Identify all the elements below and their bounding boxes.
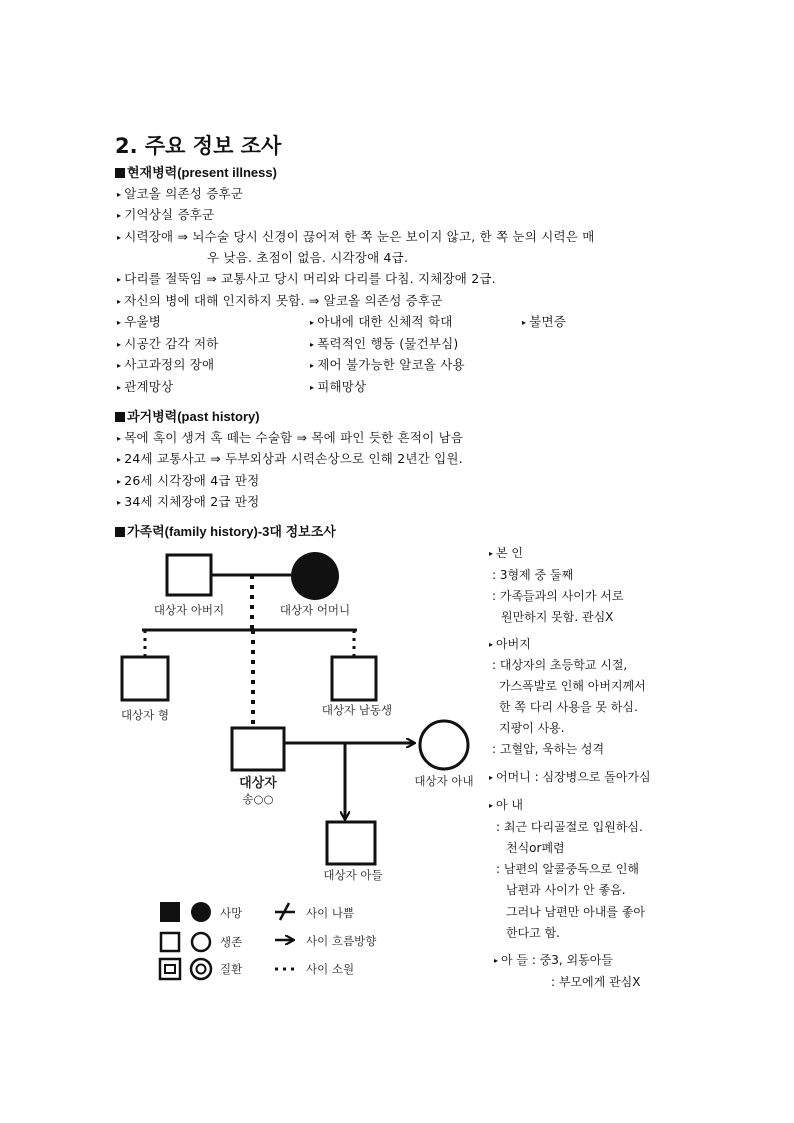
younger-brother-label: 대상자 남동생 bbox=[321, 703, 393, 717]
note-line: ▸ 본 인 bbox=[489, 546, 524, 560]
square-bullet-icon bbox=[115, 527, 125, 537]
note-line: 남편과 사이가 안 좋음. bbox=[506, 883, 626, 897]
brother-node bbox=[122, 657, 168, 700]
past-item: ▸ 26세 시각장애 4급 판정 bbox=[117, 473, 260, 488]
subject-label: 대상자 bbox=[239, 776, 277, 791]
legend-disease-circle bbox=[191, 959, 211, 979]
present-grid-item: ▸ 아내에 대한 신체적 학대 bbox=[310, 314, 453, 329]
brother-label: 대상자 형 bbox=[120, 708, 170, 722]
present-illness-heading: 현재병력(present illness) bbox=[115, 162, 277, 181]
present-grid-item: ▸ 관계망상 bbox=[117, 379, 174, 394]
legend-flow-label: 사이 흐름방향 bbox=[306, 934, 377, 948]
present-grid-item: ▸ 제어 불가능한 알코올 사용 bbox=[310, 357, 465, 372]
present-item: ▸ 다리를 절뚝임 ⇒ 교통사고 당시 머리와 다리를 다침. 지체장애 2급. bbox=[117, 271, 496, 286]
note-line: 원만하지 못함. 관심X bbox=[501, 610, 614, 624]
present-item: ▸ 기억상실 증후군 bbox=[117, 207, 215, 222]
present-item: ▸ 시력장애 ⇒ 뇌수술 당시 신경이 끊어져 한 쪽 눈은 보이지 않고, 한 쪽 눈의 시력은 매 bbox=[117, 229, 595, 244]
note-line: : 최근 다리골절로 입원하심. bbox=[496, 820, 643, 834]
note-line: 가스폭발로 인해 아버지께서 bbox=[499, 679, 646, 693]
legend-alive-label: 생존 bbox=[220, 935, 243, 949]
genogram-diagram bbox=[117, 545, 481, 988]
legend-bad-label: 사이 나쁨 bbox=[306, 906, 355, 920]
past-item: ▸ 목에 혹이 생겨 혹 떼는 수술함 ⇒ 목에 파인 듯한 흔적이 남음 bbox=[117, 430, 464, 445]
legend-dead-square bbox=[160, 902, 180, 922]
family-history-heading: 가족력(family history)-3대 정보조사 bbox=[115, 521, 336, 540]
present-grid-item: ▸ 사고과정의 장애 bbox=[117, 357, 215, 372]
present-item-continued: 우 낮음. 초점이 없음. 시각장애 4급. bbox=[207, 250, 409, 265]
present-grid-item: ▸ 우울병 bbox=[117, 314, 162, 329]
note-line: : 3형제 중 둘째 bbox=[492, 568, 574, 582]
subject-node bbox=[232, 728, 284, 770]
note-line: : 남편의 알콜중독으로 인해 bbox=[496, 862, 639, 876]
note-line: ▸ 아 내 bbox=[489, 798, 524, 812]
present-item: ▸ 자신의 병에 대해 인지하지 못함. ⇒ 알코올 의존성 증후군 bbox=[117, 293, 443, 308]
past-item: ▸ 34세 지체장애 2급 판정 bbox=[117, 494, 260, 509]
legend-distant-label: 사이 소원 bbox=[306, 962, 355, 976]
note-line: ▸ 어머니 : 심장병으로 돌아가심 bbox=[489, 770, 651, 784]
present-grid-item: ▸ 시공간 감각 저하 bbox=[117, 336, 219, 351]
note-line: 지팡이 사용. bbox=[499, 721, 565, 735]
father-node bbox=[167, 555, 211, 595]
genogram-svg bbox=[117, 545, 481, 988]
mother-node bbox=[291, 552, 339, 600]
square-bullet-icon bbox=[115, 412, 125, 422]
mother-label: 대상자 어머니 bbox=[279, 603, 351, 617]
present-grid-item: ▸ 폭력적인 행동 (물건부심) bbox=[310, 336, 459, 351]
note-line: : 대상자의 초등학교 시절, bbox=[492, 658, 628, 672]
father-label: 대상자 아버지 bbox=[153, 603, 225, 617]
legend-dead-circle bbox=[191, 902, 211, 922]
legend-disease-square bbox=[160, 959, 180, 979]
note-line: 그러나 남편만 아내를 좋아 bbox=[506, 905, 645, 919]
note-line: ▸ 아 들 : 중3, 외동아들 bbox=[494, 953, 613, 967]
legend-alive-circle bbox=[192, 933, 210, 951]
younger-brother-node bbox=[332, 657, 376, 700]
wife-label: 대상자 아내 bbox=[414, 774, 474, 788]
son-node bbox=[327, 822, 375, 864]
page-title: 2. 주요 정보 조사 bbox=[115, 134, 282, 158]
legend-dead-label: 사망 bbox=[220, 906, 243, 920]
subject-name: 송○○ bbox=[242, 792, 274, 806]
note-line: 한다고 함. bbox=[506, 926, 560, 940]
present-grid-item: ▸ 불면증 bbox=[522, 314, 567, 329]
note-line: : 고혈압, 욱하는 성격 bbox=[492, 742, 605, 756]
note-line: : 가족들과의 사이가 서로 bbox=[492, 589, 624, 603]
legend-disease-label: 질환 bbox=[220, 962, 243, 976]
note-line: : 부모에게 관심X bbox=[551, 975, 641, 989]
present-item: ▸ 알코올 의존성 증후군 bbox=[117, 186, 244, 201]
wife-node bbox=[420, 721, 468, 769]
present-grid-item: ▸ 피해망상 bbox=[310, 379, 367, 394]
past-history-heading: 과거병력(past history) bbox=[115, 406, 260, 425]
square-bullet-icon bbox=[115, 168, 125, 178]
note-line: ▸ 아버지 bbox=[489, 637, 531, 651]
past-item: ▸ 24세 교통사고 ⇒ 두부외상과 시력손상으로 인해 2년간 입원. bbox=[117, 451, 463, 466]
note-line: 천식or폐렴 bbox=[506, 841, 565, 855]
note-line: 한 쪽 다리 사용을 못 하심. bbox=[499, 700, 638, 714]
legend-alive-square bbox=[161, 933, 179, 951]
son-label: 대상자 아들 bbox=[323, 868, 383, 882]
